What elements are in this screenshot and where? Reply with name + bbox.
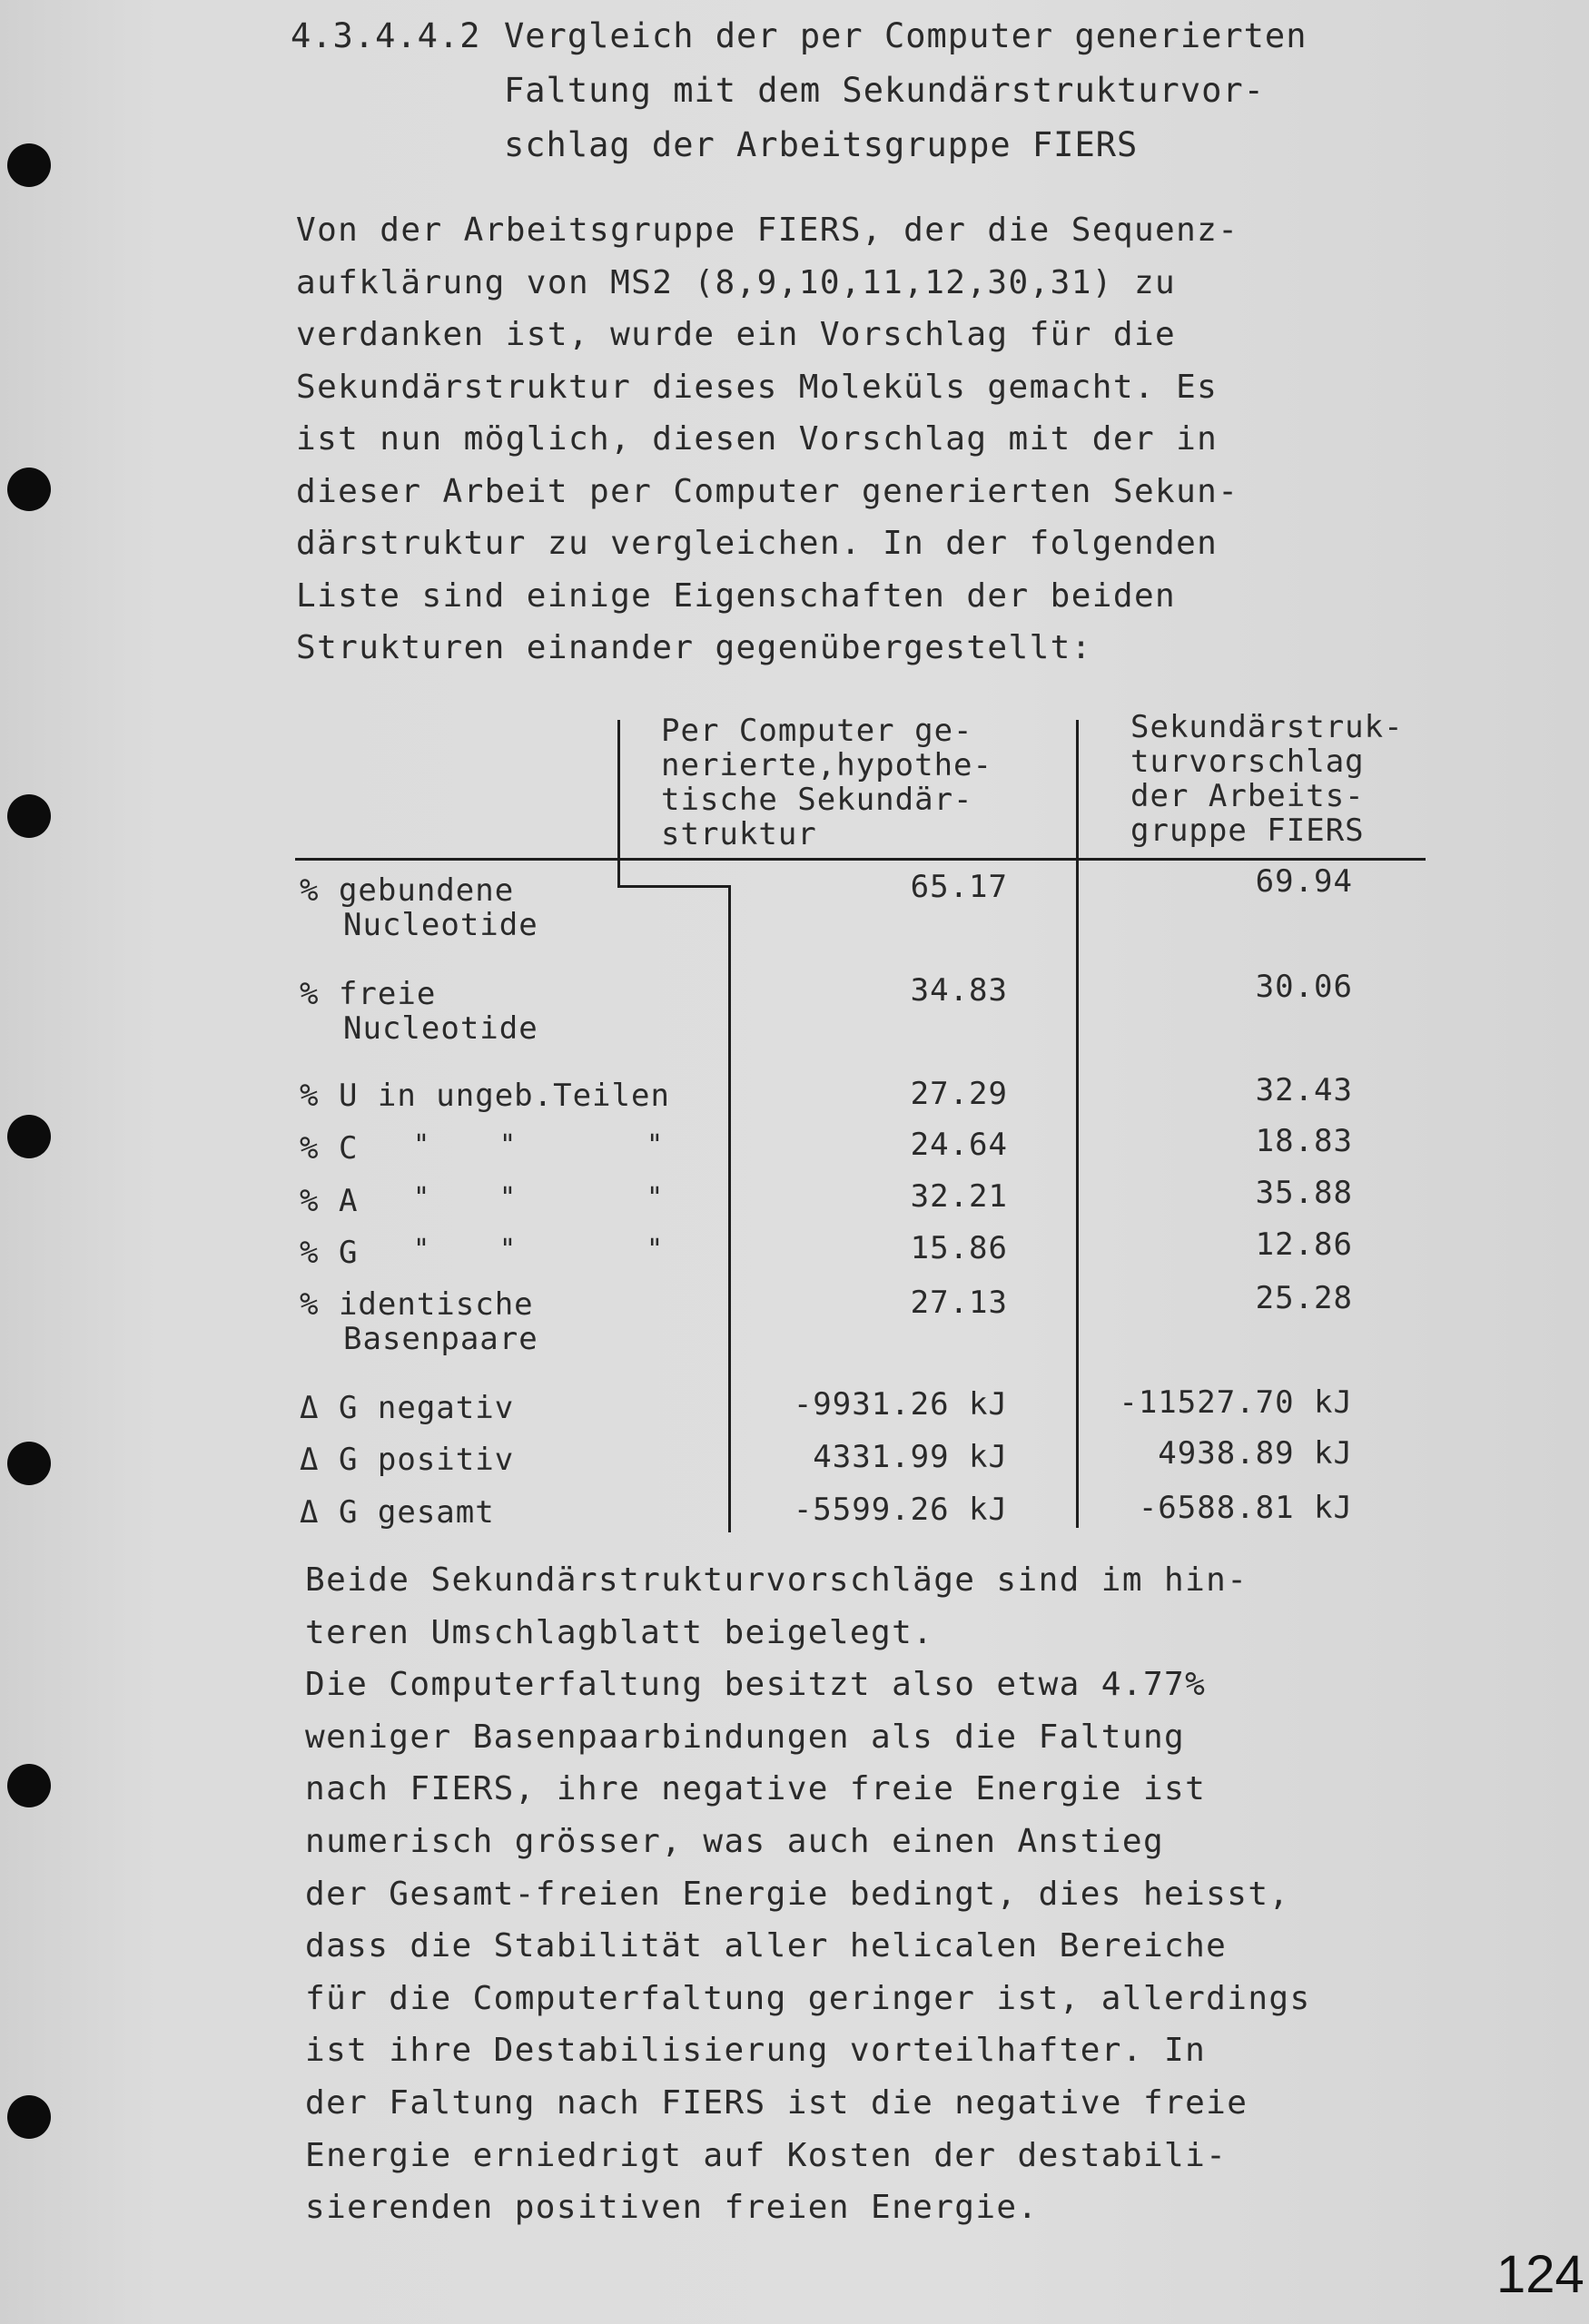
text-line: dieser Arbeit per Computer generierten Sekun- [296, 472, 1239, 510]
heading-line: Vergleich der per Computer generierten [504, 16, 1308, 55]
header-line: turvorschlag [1130, 743, 1365, 780]
value-fiers: 25.28 [1255, 1280, 1353, 1316]
text-line: Sekundärstruktur dieses Moleküls gemacht. Es [296, 368, 1219, 406]
ditto-mark: " [413, 1182, 430, 1214]
row-label: % A [300, 1183, 359, 1219]
header-line: gruppe FIERS [1130, 812, 1365, 849]
heading-line: schlag der Arbeitsgruppe FIERS [504, 125, 1139, 164]
table-rule [617, 720, 620, 888]
value-computer: 4331.99 kJ [813, 1439, 1008, 1475]
text-line: aufklärung von MS2 (8,9,10,11,12,30,31) zu [296, 263, 1177, 301]
ditto-mark: " [499, 1182, 517, 1214]
table-rule [617, 885, 731, 888]
value-computer: 34.83 [910, 972, 1008, 1009]
header-line: Sekundärstruk- [1130, 709, 1404, 745]
heading-line: Faltung mit dem Sekundärstrukturvor- [504, 71, 1265, 110]
value-computer: 65.17 [910, 869, 1008, 905]
label-line: % identische [300, 1286, 534, 1323]
text-line: Strukturen einander gegenübergestellt: [296, 629, 1092, 666]
ditto-mark: " [413, 1234, 430, 1265]
ditto-mark: " [646, 1182, 664, 1214]
ditto-mark: " [413, 1129, 430, 1161]
label-line: Basenpaare [343, 1321, 538, 1357]
column-header-fiers [1130, 710, 1404, 848]
text-line: sierenden positiven freien Energie. [305, 2189, 1039, 2227]
label-line: Nucleotide [343, 907, 538, 943]
value-fiers: -11527.70 kJ [1119, 1384, 1353, 1421]
text-line: därstruktur zu vergleichen. In der folgenden [296, 525, 1219, 562]
text-line: der Gesamt-freien Energie bedingt, dies heisst, [305, 1875, 1290, 1913]
row-label: % C [300, 1130, 359, 1167]
table-rule [1076, 720, 1079, 1528]
value-fiers: -6588.81 kJ [1138, 1490, 1353, 1526]
row-label [300, 1287, 538, 1356]
value-fiers: 12.86 [1255, 1226, 1353, 1263]
table-rule [295, 858, 1426, 861]
text-line: nach FIERS, ihre negative freie Energie ist [305, 1770, 1207, 1808]
value-computer: 27.29 [910, 1076, 1008, 1112]
label-line: Nucleotide [343, 1010, 538, 1047]
row-label [300, 873, 538, 942]
text-line: Die Computerfaltung besitzt also etwa 4.77% [305, 1666, 1207, 1704]
value-computer: 24.64 [910, 1127, 1008, 1163]
value-fiers: 69.94 [1255, 863, 1353, 900]
value-fiers: 35.88 [1255, 1175, 1353, 1211]
text-line: ist nun möglich, diesen Vorschlag mit der in [296, 420, 1219, 458]
row-label [300, 977, 538, 1046]
text-line: weniger Basenpaarbindungen als die Faltung [305, 1718, 1186, 1756]
value-fiers: 30.06 [1255, 969, 1353, 1005]
text-line: dass die Stabilität aller helicalen Bereiche [305, 1927, 1228, 1965]
text-line: Von der Arbeitsgruppe FIERS, der die Sequenz- [296, 212, 1239, 249]
value-computer: -9931.26 kJ [793, 1386, 1008, 1423]
header-line: der Arbeits- [1130, 778, 1365, 814]
value-computer: 32.21 [910, 1178, 1008, 1215]
closing-paragraph [305, 1554, 1395, 2234]
row-label: % G [300, 1235, 359, 1271]
text-line: Liste sind einige Eigenschaften der beiden [296, 576, 1177, 615]
row-label: Δ G gesamt [300, 1494, 495, 1531]
value-fiers: 18.83 [1255, 1123, 1353, 1159]
header-line: tische Sekundär- [661, 782, 973, 818]
row-label: % U in ungeb.Teilen [300, 1078, 670, 1114]
text-line: Energie erniedrigt auf Kosten der destabili- [305, 2136, 1228, 2174]
header-line: Per Computer ge- [661, 713, 973, 749]
row-label: Δ G negativ [300, 1390, 515, 1426]
header-line: nerierte,hypothe- [661, 747, 992, 783]
row-label: Δ G positiv [300, 1442, 515, 1478]
ditto-mark: " [646, 1234, 664, 1265]
header-line: struktur [661, 816, 817, 852]
text-line: ist ihre Destabilisierung vorteilhafter. In [305, 2032, 1207, 2070]
text-line: Beide Sekundärstrukturvorschläge sind im hin- [305, 1561, 1248, 1599]
column-header-computer [661, 714, 992, 852]
value-computer: -5599.26 kJ [793, 1492, 1008, 1528]
value-fiers: 32.43 [1255, 1072, 1353, 1108]
text-line: verdanken ist, wurde ein Vorschlag für die [296, 316, 1177, 353]
text-line: für die Computerfaltung geringer ist, allerdings [305, 1979, 1311, 2017]
section-number: 4.3.4.4.2 [291, 16, 481, 55]
label-line: % freie [300, 976, 437, 1012]
ditto-mark: " [499, 1234, 517, 1265]
value-fiers: 4938.89 kJ [1158, 1435, 1353, 1472]
label-line: % gebundene [300, 872, 515, 909]
text-line: numerisch grösser, was auch einen Anstieg [305, 1822, 1165, 1860]
value-computer: 15.86 [910, 1230, 1008, 1266]
ditto-mark: " [499, 1129, 517, 1161]
value-computer: 27.13 [910, 1285, 1008, 1321]
text-line: der Faltung nach FIERS ist die negative freie [305, 2083, 1248, 2122]
text-line: teren Umschlagblatt beigelegt. [305, 1613, 934, 1651]
ditto-mark: " [646, 1129, 664, 1161]
page-number: 124 [1496, 2245, 1584, 2304]
